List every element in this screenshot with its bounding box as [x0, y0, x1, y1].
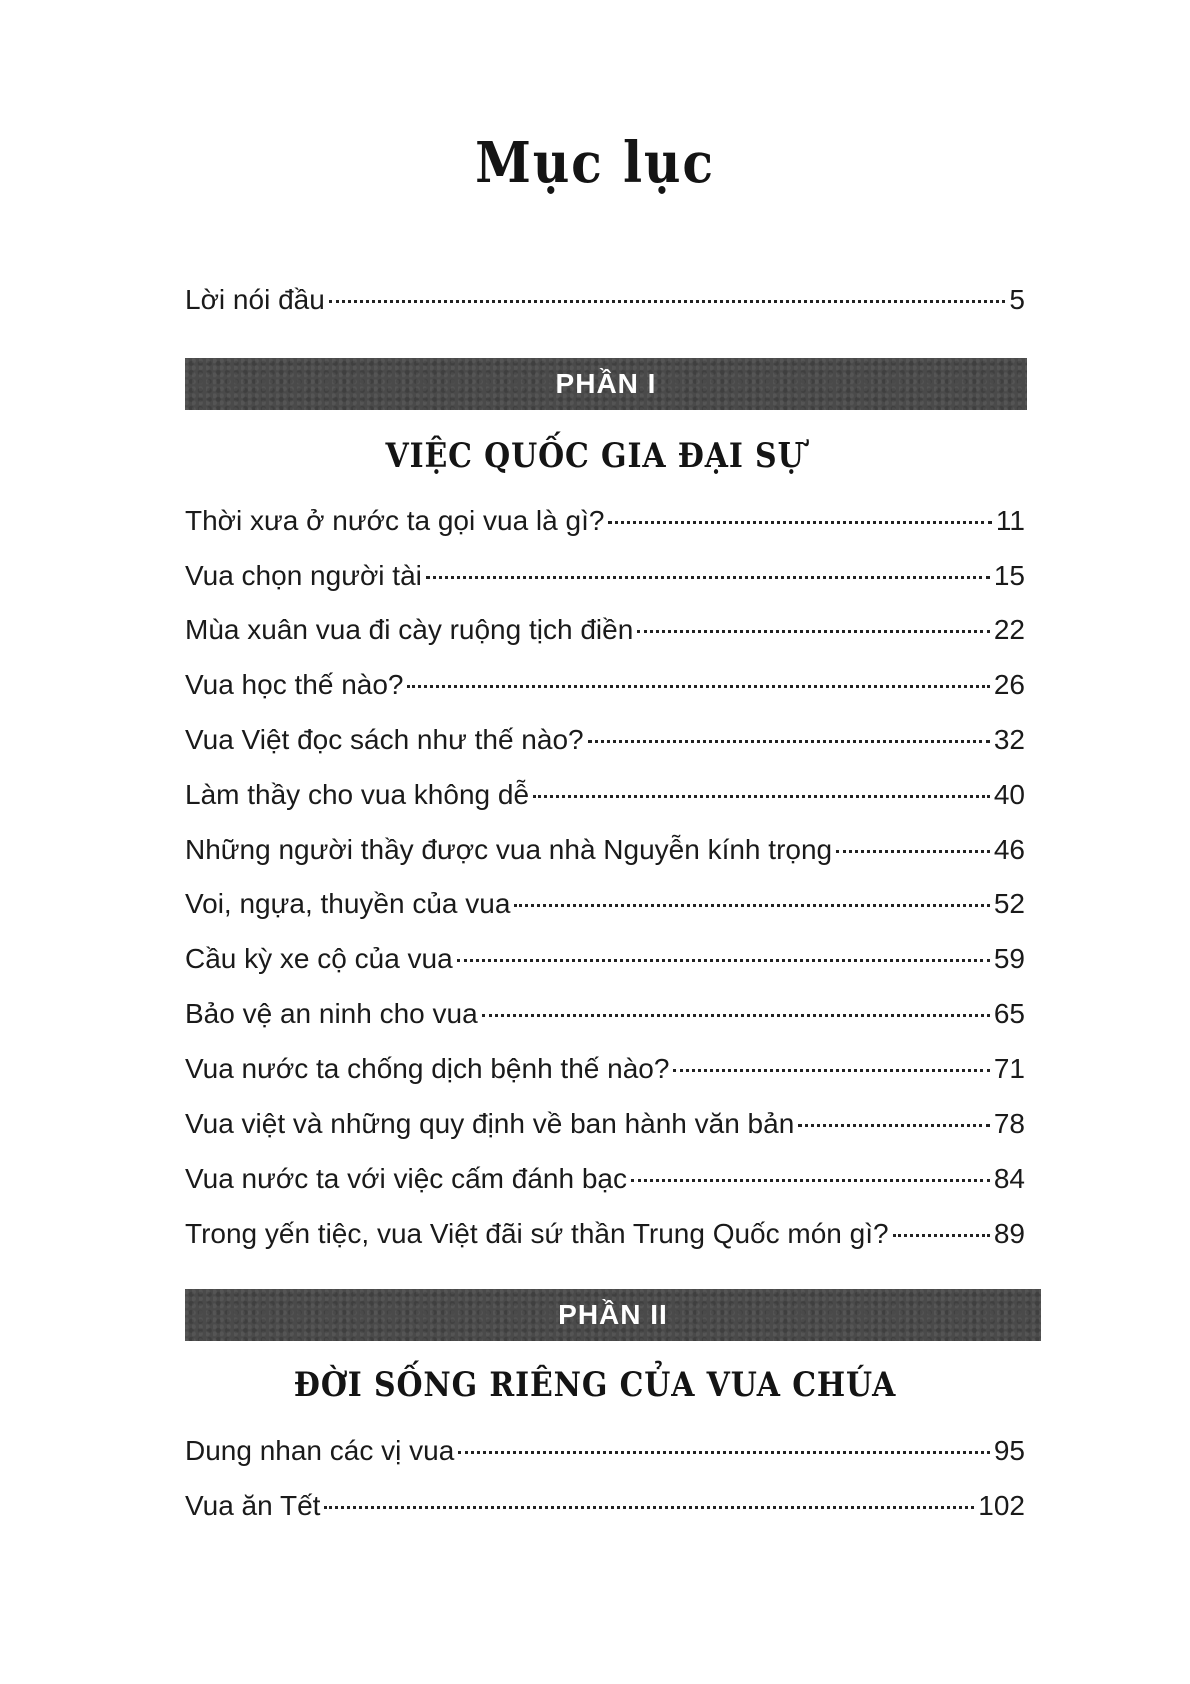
toc-entry[interactable] [185, 1159, 1025, 1199]
dot-leader [324, 1506, 974, 1509]
toc-entry[interactable] [185, 1214, 1025, 1254]
toc-entry[interactable] [185, 775, 1025, 815]
toc-entry[interactable] [185, 830, 1025, 870]
toc-entry-label: Voi, ngựa, thuyền của vua [185, 888, 511, 919]
page-title: Mục lục [475, 130, 715, 196]
toc-entry-label: Lời nói đầu [185, 284, 325, 315]
toc-entry[interactable] [185, 884, 1025, 924]
toc-entry-label: Mùa xuân vua đi cày ruộng tịch điền [185, 614, 634, 645]
toc-entry-page: 102 [978, 1490, 1025, 1521]
toc-entry-page: 65 [993, 998, 1025, 1029]
toc-entry-label: Vua ăn Tết [185, 1490, 321, 1521]
toc-entry-label: Vua Việt đọc sách như thế nào? [185, 724, 584, 755]
toc-entry-preface[interactable] [185, 280, 1025, 320]
toc-entry-label: Vua việt và những quy định về ban hành văn bản [185, 1108, 795, 1139]
toc-entry-label: Vua học thế nào? [185, 669, 404, 700]
part-heading-1: VIỆC QUỐC GIA ĐẠI SỰ [385, 436, 805, 476]
toc-entry-label: Bảo vệ an ninh cho vua [185, 998, 478, 1029]
dot-leader [407, 685, 989, 688]
toc-entry-label: Vua chọn người tài [185, 560, 422, 591]
dot-leader [329, 300, 1006, 303]
toc-entry-page: 32 [993, 724, 1025, 755]
toc-entry[interactable] [185, 1104, 1025, 1144]
toc-entry-page: 52 [993, 888, 1025, 919]
toc-entry-page: 22 [993, 614, 1025, 645]
dot-leader [482, 1014, 990, 1017]
dot-leader [426, 576, 990, 579]
toc-entry[interactable] [185, 1431, 1025, 1471]
toc-entry-page: 40 [993, 779, 1025, 810]
toc-entry[interactable] [185, 939, 1025, 979]
toc-entry-page: 26 [993, 669, 1025, 700]
toc-entry-page: 11 [995, 505, 1025, 536]
toc-entry[interactable] [185, 1486, 1025, 1526]
dot-leader [631, 1179, 990, 1182]
toc-entry-page: 46 [993, 834, 1025, 865]
toc-entry-label: Thời xưa ở nước ta gọi vua là gì? [185, 505, 605, 536]
toc-entry-label: Cầu kỳ xe cộ của vua [185, 943, 453, 974]
toc-entry[interactable] [185, 501, 1025, 541]
toc-entry-label: Vua nước ta với việc cấm đánh bạc [185, 1163, 627, 1194]
toc-entry-page: 5 [1009, 284, 1025, 315]
dot-leader [514, 904, 989, 907]
dot-leader [673, 1069, 989, 1072]
toc-entry-page: 15 [993, 560, 1025, 591]
part-heading-2: ĐỜI SỐNG RIÊNG CỦA VUA CHÚA [293, 1365, 897, 1405]
toc-entry-label: Vua nước ta chống dịch bệnh thế nào? [185, 1053, 670, 1084]
toc-entry[interactable] [185, 1049, 1025, 1089]
toc-entry-label: Những người thầy được vua nhà Nguyễn kính trọng [185, 834, 833, 865]
toc-entry[interactable] [185, 994, 1025, 1034]
dot-leader [533, 795, 990, 798]
dot-leader [588, 740, 990, 743]
toc-entry-page: 78 [993, 1108, 1025, 1139]
dot-leader [836, 850, 990, 853]
toc-entry-label: Làm thầy cho vua không dễ [185, 779, 530, 810]
dot-leader [798, 1124, 990, 1127]
dot-leader [457, 959, 990, 962]
dot-leader [893, 1234, 990, 1237]
dot-leader [608, 521, 991, 524]
toc-entry[interactable] [185, 610, 1025, 650]
toc-entry-page: 89 [993, 1218, 1025, 1249]
toc-entry-page: 59 [993, 943, 1025, 974]
toc-entry-label: Trong yến tiệc, vua Việt đãi sứ thần Trung Quốc món gì? [185, 1218, 889, 1249]
part-banner-1: PHẦN I [185, 358, 1027, 410]
toc-entry[interactable] [185, 556, 1025, 596]
toc-entry[interactable] [185, 665, 1025, 705]
toc-entry[interactable] [185, 720, 1025, 760]
part-banner-2: PHẦN II [185, 1289, 1041, 1341]
dot-leader [637, 630, 990, 633]
toc-entry-label: Dung nhan các vị vua [185, 1435, 455, 1466]
dot-leader [458, 1451, 990, 1454]
toc-entry-page: 95 [993, 1435, 1025, 1466]
toc-entry-page: 71 [993, 1053, 1025, 1084]
toc-entry-page: 84 [993, 1163, 1025, 1194]
